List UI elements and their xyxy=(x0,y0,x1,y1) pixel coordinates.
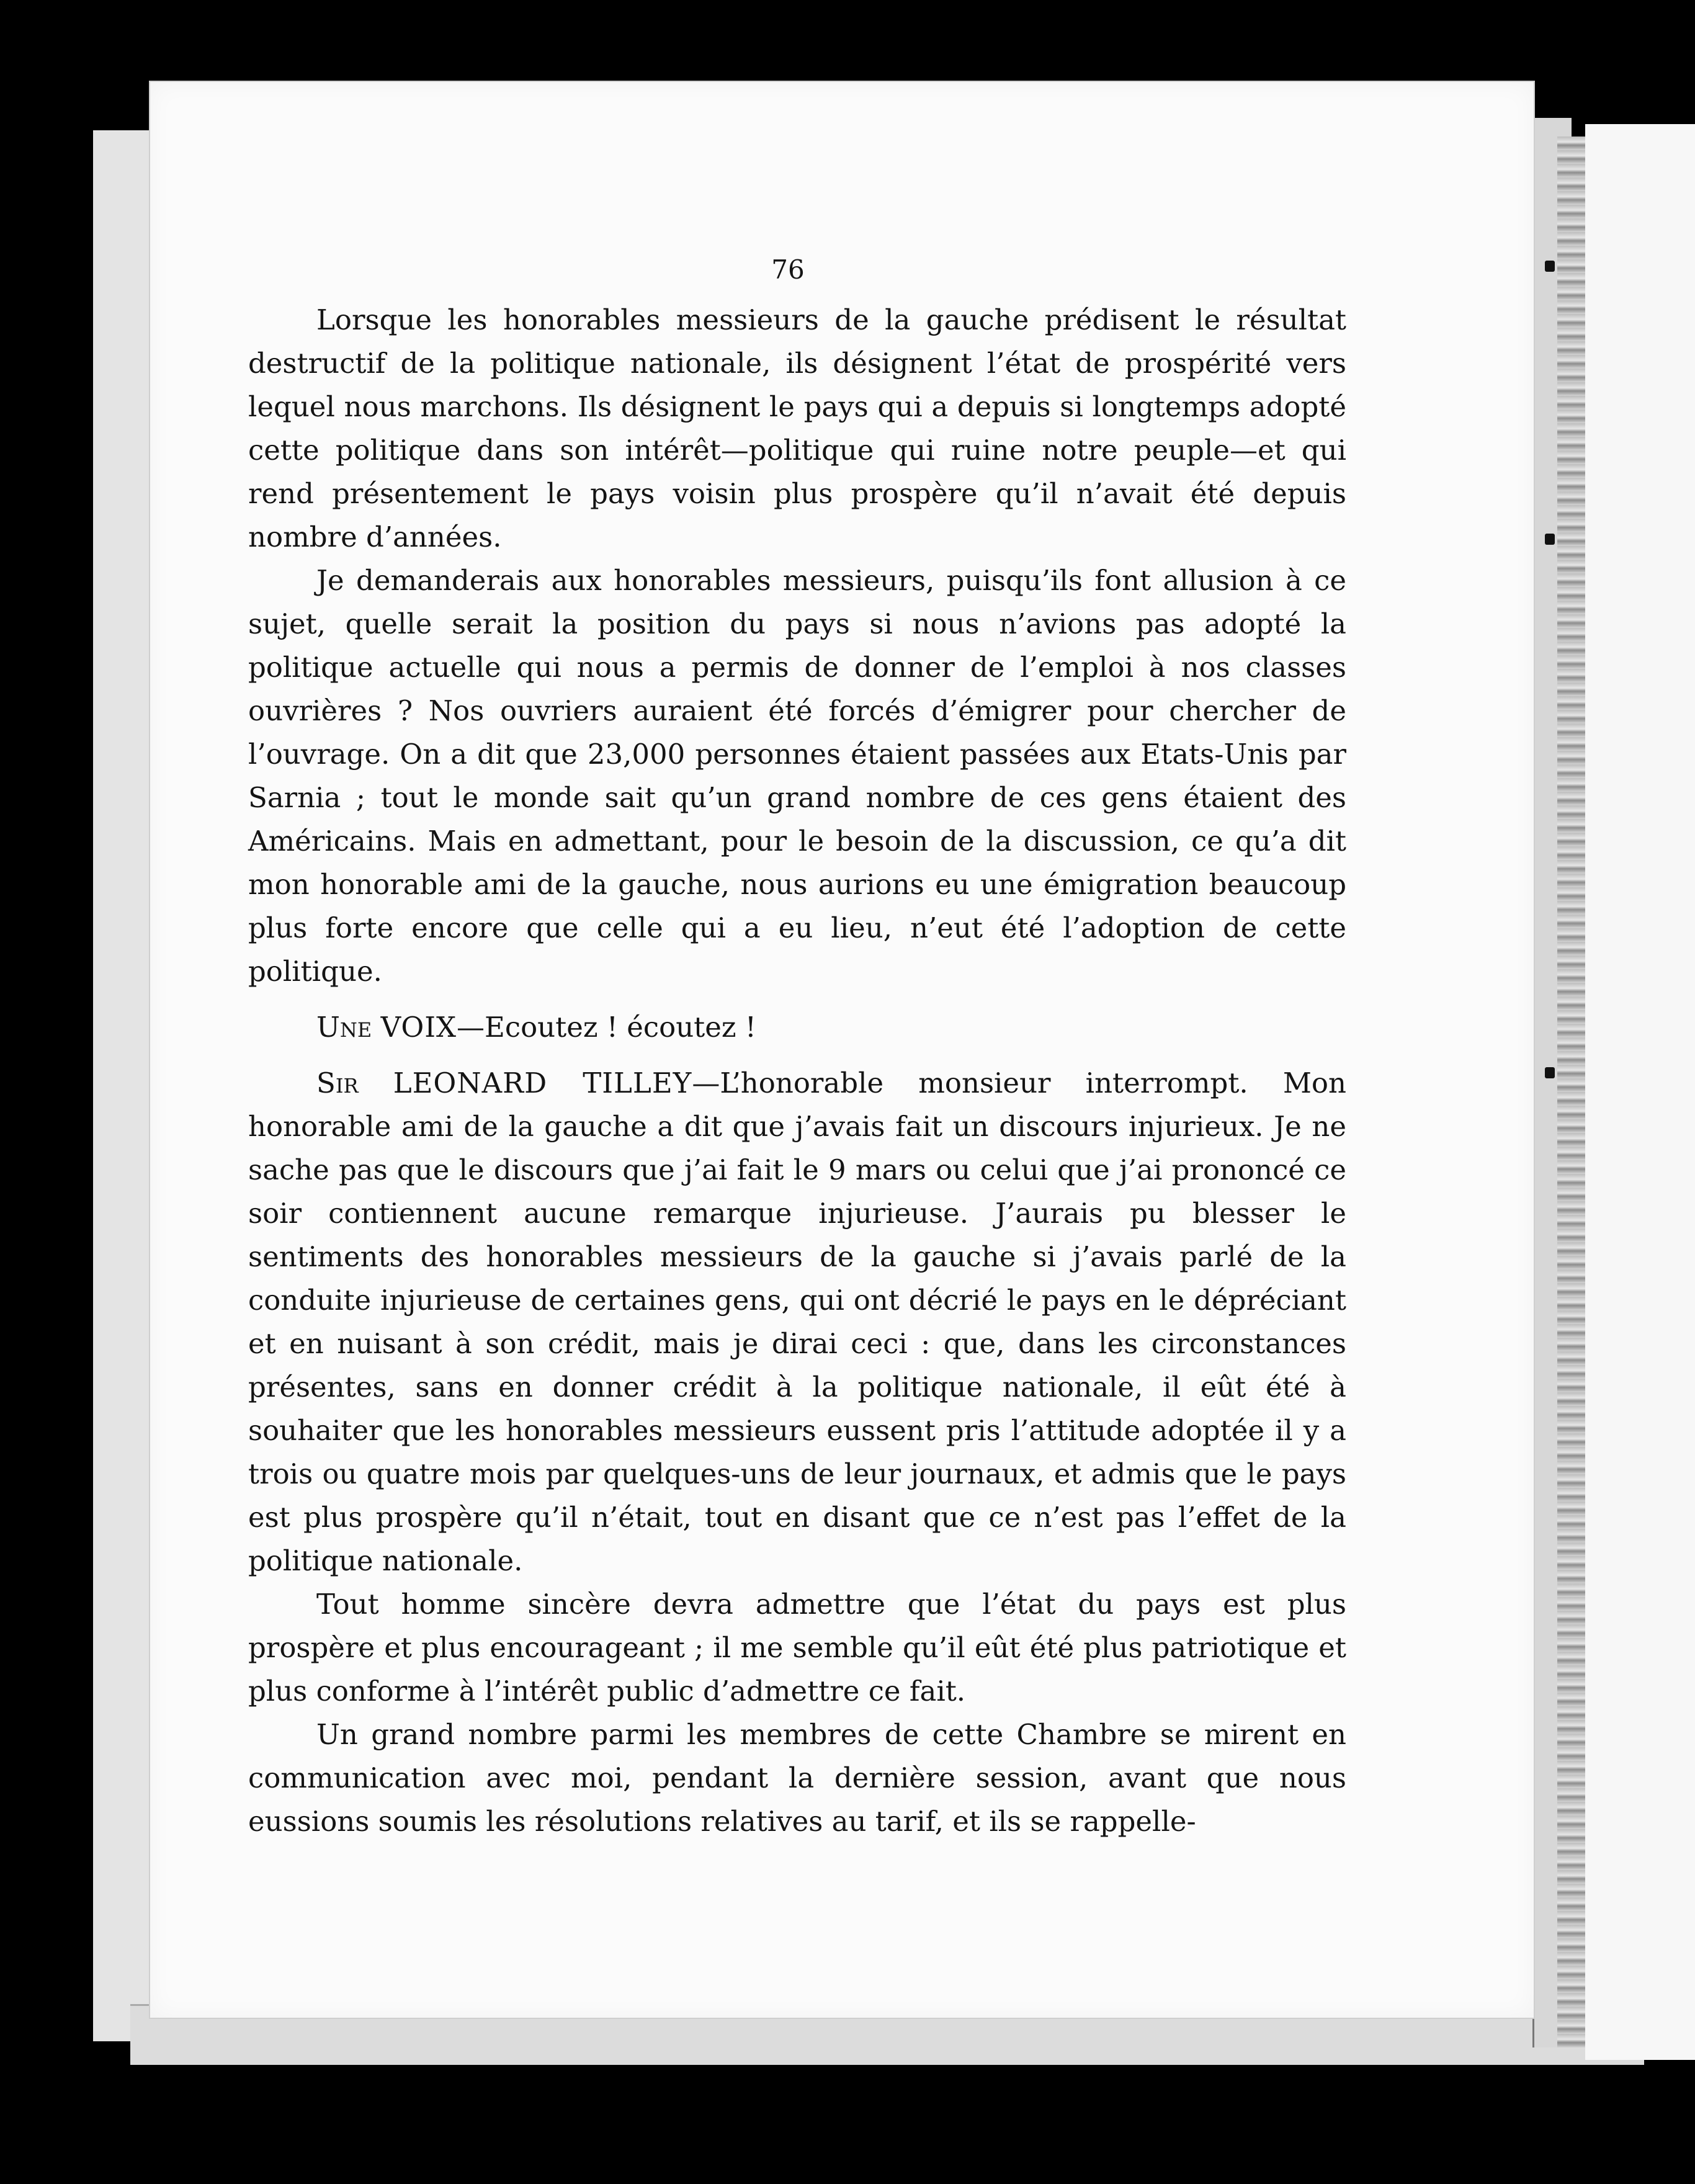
speaker-prefix: Sir xyxy=(316,1067,359,1099)
adjacent-page xyxy=(1585,124,1695,2060)
speaker-name: LEONARD TILLEY xyxy=(393,1067,692,1099)
paragraph: Tout homme sincère devra admettre que l’état du pays est plus prospère et plus encourageant ; il me semble qu’il eût été plus patriotique et plus conforme à l’intérêt public d’admettre ce fait. xyxy=(248,1588,1346,1707)
speaker-name: VOIX xyxy=(380,1011,457,1044)
page-number: 76 xyxy=(771,254,805,285)
speaker-prefix: Une xyxy=(316,1011,372,1044)
torn-page-edge xyxy=(1557,136,1585,2048)
speech-text: —L’honorable monsieur interrompt. Mon honorable ami de la gauche a dit que j’avais fait un discours injurieux. Je ne sache pas que le discours que j’ai fait le 9 mars ou celui que j’ai prononcé ce soir contiennent aucune remarque injurieuse. J’aurais pu blesser le sentiments des honorables messieurs de la gauche si j’avais parlé de la conduite injurieuse de certaines gens, qui ont décrié le pays en le dépréciant et en nuisant à son crédit, mais je dirai ceci : que, dans les circonstances présentes, sans en donner crédit à la politique nationale, il eût été à souhaiter que les honorables messieurs eussent pris l’attitude adoptée il y a trois ou quatre mois par quelques-uns de leur journaux, et admis que le pays est plus prospère qu’il n’était, tout en disant que ce n’est pas l’effet de la politique nationale. xyxy=(248,1067,1347,1577)
speech-text: —Ecoutez ! écoutez ! xyxy=(457,1011,756,1044)
binding-clip xyxy=(1545,261,1555,272)
page-text xyxy=(248,251,1346,1843)
speech-block xyxy=(248,1062,1346,1583)
binding-clip xyxy=(1545,534,1555,545)
paragraph: Un grand nombre parmi les membres de cette Chambre se mirent en communication avec moi, pendant la dernière session, avant que nous eussions soumis les résolutions relatives au tarif, et ils se rappelle- xyxy=(248,1718,1346,1838)
paragraph: Lorsque les honorables messieurs de la gauche prédisent le résultat destructif de la politique nationale, ils désignent l’état de prospérité vers lequel nous marchons. Ils désignent le pays qui a depuis si longtemps adopté cette politique dans son intérêt—politique qui ruine notre peuple—et qui rend présentement le pays voisin plus prospère qu’il n’avait été depuis nombre d’années. xyxy=(248,303,1346,553)
binding-clip xyxy=(1545,1067,1555,1078)
speech-block xyxy=(248,1006,1346,1049)
paragraph: Je demanderais aux honorables messieurs, puisqu’ils font allusion à ce sujet, quelle serait la position du pays si nous n’avions pas adopté la politique actuelle qui nous a permis de donner de l’emploi à nos classes ouvrières ? Nos ouvriers auraient été forcés d’émigrer pour chercher de l’ouvrage. On a dit que 23,000 personnes étaient passées aux Etats-Unis par Sarnia ; tout le monde sait qu’un grand nombre de ces gens étaient des Américains. Mais en admettant, pour le besoin de la discussion, ce qu’a dit mon honorable ami de la gauche, nous aurions eu une émigration beaucoup plus forte encore que celle qui a eu lieu, n’eut été l’adoption de cette politique. xyxy=(248,564,1346,988)
